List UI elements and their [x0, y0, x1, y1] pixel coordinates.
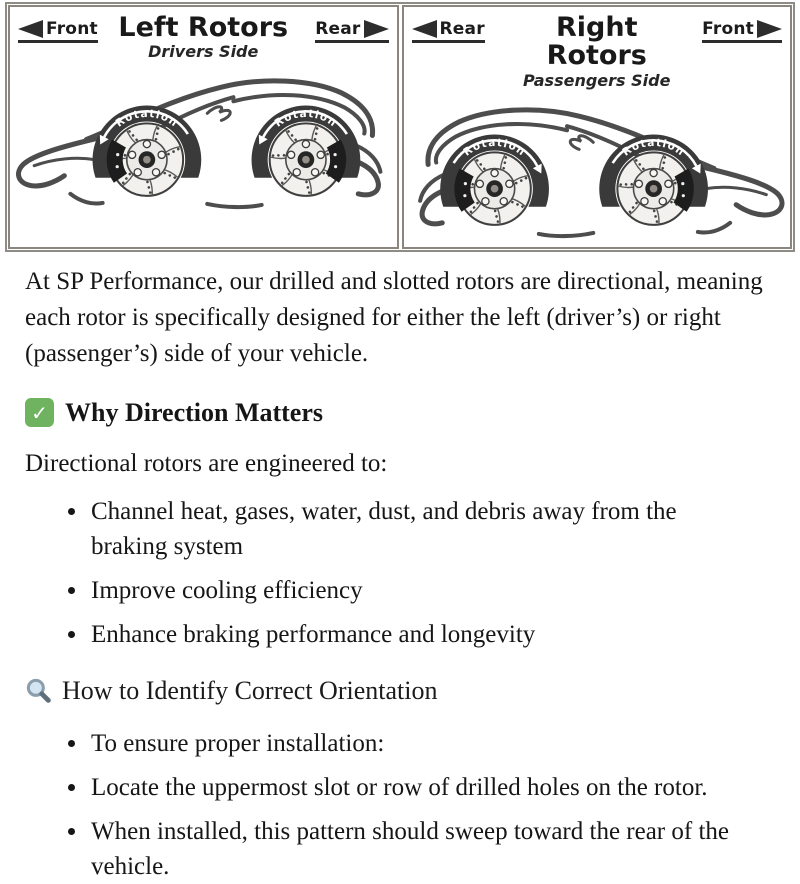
magnifying-glass-icon [25, 677, 53, 705]
direction-text: Front [46, 19, 98, 39]
left-rotors-panel [8, 5, 399, 249]
rotor-direction-diagram [5, 2, 795, 252]
front-wheel [599, 134, 708, 224]
left-arrow-icon [18, 20, 43, 38]
list-item: • Enhance braking performance and longevity [89, 617, 749, 652]
panel-subtitle: Passengers Side [523, 70, 671, 90]
right-panel-titles [508, 14, 687, 90]
left-panel-titles [114, 14, 293, 61]
why-direction-heading [25, 398, 775, 428]
direction-text: Rear [439, 19, 485, 39]
list-item: • To ensure proper installation: [89, 726, 761, 761]
right-arrow-icon [364, 20, 389, 38]
list-item: • Locate the uppermost slot or row of drilled holes on the rotor. [89, 770, 761, 805]
rear-wheel [440, 134, 549, 224]
panel-subtitle: Drivers Side [148, 42, 259, 62]
page [0, 2, 800, 880]
direction-text: Rear [315, 19, 361, 39]
right-panel-header [404, 7, 791, 90]
list-item: • Improve cooling efficiency [89, 573, 749, 608]
list-item: • When installed, this pattern should sweep toward the rear of the vehicle. [89, 814, 761, 884]
rotation-label: Rotation [272, 108, 340, 130]
front-direction-label [18, 19, 98, 43]
identify-orientation-heading [25, 676, 775, 706]
rear-direction-label [315, 19, 388, 43]
direction-text: Front [702, 19, 754, 39]
left-car-illustration [10, 61, 397, 218]
rear-direction-label [412, 19, 485, 43]
panel-title: Left Rotors [118, 12, 289, 43]
rear-wheel [252, 106, 361, 196]
left-arrow-icon [412, 20, 437, 38]
front-direction-label [702, 19, 782, 43]
installation-list [25, 726, 761, 884]
rotation-label: Rotation [619, 136, 687, 159]
why-direction-heading-text: Why Direction Matters [65, 397, 324, 427]
right-rotors-panel [402, 5, 793, 249]
left-panel-header [10, 7, 397, 61]
front-wheel [93, 106, 202, 196]
rotation-label: Rotation [113, 108, 181, 130]
right-arrow-icon [757, 20, 782, 38]
check-glyph: ✓ [31, 400, 48, 425]
panel-title: Right Rotors [546, 12, 647, 72]
list-item: • Channel heat, gases, water, dust, and debris away from the braking system [89, 494, 729, 564]
check-mark-icon [25, 398, 54, 427]
article-body [0, 264, 800, 884]
rotation-label: Rotation [460, 136, 528, 159]
engineered-lead: Directional rotors are engineered to: [25, 449, 388, 477]
right-car-illustration [404, 90, 791, 247]
benefits-list [25, 494, 749, 652]
identify-heading-text: How to Identify Correct Orientation [62, 675, 438, 705]
intro-paragraph: At SP Performance, our drilled and slotted rotors are directional, meaning each rotor is specifically designed for either the left (driver’s) or right (passenger’s) side of your vehicle. [25, 267, 763, 367]
